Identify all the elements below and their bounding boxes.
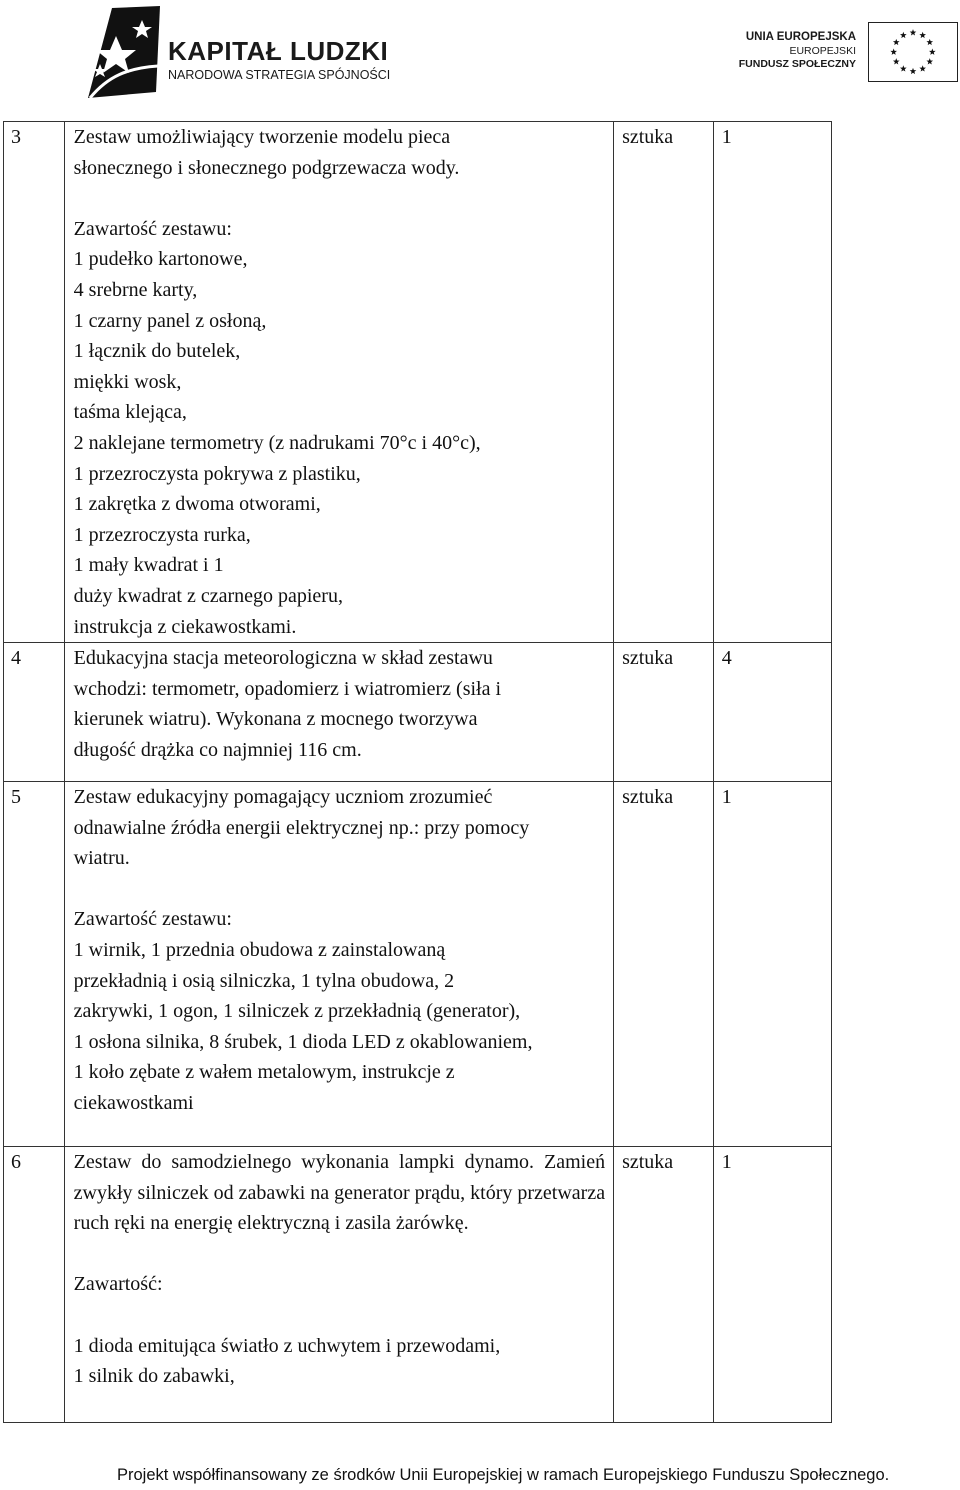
spec-table [3, 121, 832, 1423]
description-line: 4 srebrne karty, [73, 278, 198, 301]
row-quantity: 1 [713, 1147, 831, 1423]
description-line: przekładnią i osią silniczka, 1 tylna obudowa, 2 [73, 969, 455, 992]
row-number: 5 [4, 782, 65, 1147]
kapital-ludzki-subtitle: NARODOWA STRATEGIA SPÓJNOŚCI [168, 68, 391, 82]
description-line: Edukacyjna stacja meteorologiczna w skład zestawu [73, 647, 493, 670]
description-line: Zestaw umożliwiający tworzenie modelu pieca [73, 126, 451, 148]
description-line: 1 pudełko kartonowe, [73, 248, 248, 271]
description-line: 1 osłona silnika, 8 śrubek, 1 dioda LED z okablowaniem, [73, 1030, 533, 1053]
blank-line [74, 874, 605, 905]
description-line: 1 przezroczysta pokrywa z plastiku, [73, 462, 361, 485]
row-description [64, 1147, 613, 1423]
row-unit: sztuka [614, 782, 714, 1147]
eu-star-icon [919, 32, 926, 38]
row-quantity: 1 [713, 122, 831, 643]
description-line: 1 łącznik do butelek, [73, 340, 241, 363]
description-line: Zawartość zestawu: [73, 217, 232, 240]
description-line: 1 mały kwadrat i 1 [73, 554, 224, 577]
description-line: kierunek wiatru). Wykonana z mocnego tworzywa [73, 708, 478, 731]
eu-logo-text [739, 30, 856, 71]
blank-line [74, 1300, 605, 1331]
description-line: 2 naklejane termometry (z nadrukami 70°c i 40°c), [73, 431, 481, 454]
description-line: wchodzi: termometr, opadomierz i wiatromierz (siła i [73, 677, 502, 700]
eu-star-icon [929, 49, 936, 55]
footer-note: Projekt współfinansowany ze środków Unii Europejskiej w ramach Europejskiego Funduszu Społecznego. [117, 1466, 890, 1484]
description-line: instrukcja z ciekawostkami. [73, 615, 297, 638]
table-row [4, 122, 832, 643]
description-line: Zawartość zestawu: [73, 908, 232, 931]
row-description [64, 782, 613, 1147]
description-line: 1 dioda emitująca światło z uchwytem i przewodami, [73, 1334, 501, 1357]
eu-star-icon [900, 65, 907, 71]
eu-star-icon [890, 49, 897, 55]
eu-star-icon [900, 32, 907, 38]
description-lines [74, 643, 605, 765]
row-number: 4 [4, 643, 65, 782]
eu-star-icon [919, 65, 926, 71]
description-line: 1 przezroczysta rurka, [73, 523, 251, 546]
description-lines [74, 122, 605, 642]
row-unit: sztuka [614, 122, 714, 643]
description-line: taśma klejąca, [73, 401, 187, 424]
description-line: 1 wirnik, 1 przednia obudowa z zainstalowaną [73, 939, 446, 962]
eu-star-icon [910, 29, 917, 35]
description-line: 1 koło zębate z wałem metalowym, instrukcje z [73, 1061, 455, 1084]
description-line: Zestaw edukacyjny pomagający uczniom zrozumieć [73, 786, 493, 809]
blank-line [74, 1239, 605, 1270]
table-row [4, 1147, 832, 1423]
description-line: miękki wosk, [73, 370, 182, 393]
description-line: 1 zakrętka z dwoma otworami, [73, 493, 321, 516]
eu-logo-line2: EUROPEJSKI [789, 45, 856, 57]
row-quantity: 1 [713, 782, 831, 1147]
eu-star-icon [893, 39, 900, 45]
row-number: 6 [4, 1147, 65, 1423]
description-lines [74, 1239, 605, 1392]
row-quantity: 4 [713, 643, 831, 782]
spec-table-body [4, 122, 832, 1423]
description-line: duży kwadrat z czarnego papieru, [73, 584, 343, 607]
description-line: ciekawostkami [73, 1092, 194, 1115]
row-description [64, 122, 613, 643]
row-description [64, 643, 613, 782]
description-line: Zawartość: [73, 1273, 163, 1296]
blank-line [74, 183, 605, 214]
row-unit: sztuka [614, 1147, 714, 1423]
eu-flag-icon [868, 22, 958, 82]
kapital-ludzki-star-icon [78, 6, 168, 98]
kapital-ludzki-title: KAPITAŁ LUDZKI [168, 36, 389, 66]
eu-logo-line1: UNIA EUROPEJSKA [745, 31, 856, 43]
description-line: 1 silnik do zabawki, [73, 1365, 235, 1388]
kapital-ludzki-logo [78, 6, 398, 98]
table-row [4, 643, 832, 782]
description-line: zakrywki, 1 ogon, 1 silniczek z przekładnią (generator), [73, 1000, 521, 1023]
description-paragraph: Zestaw do samodzielnego wykonania lampki dynamo. Zamień zwykły silniczek od zabawki na generator prądu, który przetwarza ruch ręki na energię elektryczną i zasila żarówkę. [73, 1151, 606, 1235]
eu-star-icon [893, 58, 900, 64]
description-line: wiatru. [73, 847, 130, 870]
eu-star-icon [910, 68, 917, 74]
description-line: 1 czarny panel z osłoną, [73, 309, 267, 332]
description-line: odnawialne źródła energii elektrycznej np.: przy pomocy [73, 816, 530, 839]
description-line: długość drążka co najmniej 116 cm. [73, 738, 362, 761]
description-lines [74, 782, 605, 1119]
table-row [4, 782, 832, 1147]
row-unit: sztuka [614, 643, 714, 782]
row-number: 3 [4, 122, 65, 643]
eu-logo-line3: FUNDUSZ SPOŁECZNY [738, 58, 856, 70]
eu-logo [728, 22, 960, 84]
description-line: słonecznego i słonecznego podgrzewacza wody. [73, 156, 460, 179]
eu-star-icon [926, 39, 933, 45]
eu-star-icon [926, 58, 933, 64]
